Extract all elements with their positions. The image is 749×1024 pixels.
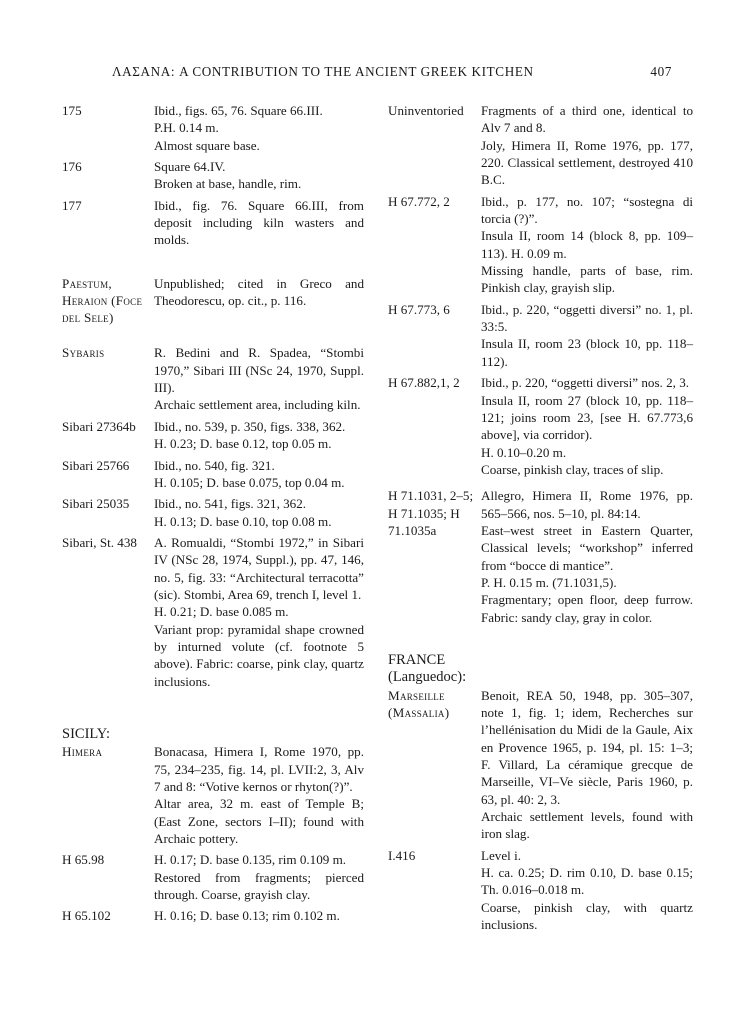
site-label: Paestum, Heraion (Foce del Sele) (62, 275, 143, 326)
left-column (62, 102, 364, 925)
entry-label: Uninventoried (388, 103, 464, 118)
entry-label: H 67.773, 6 (388, 301, 450, 317)
entry-line: R. Bedini and R. Spadea, “Stombi 1970,” Sibari III (NSc 24, 1970, Suppl. III). (154, 345, 364, 396)
entry-line: A. Romualdi, “Stombi 1972,” in Sibari IV (NSc 28, 1974, Suppl.), pp. 47, 146, no. 5, fig. 33: “Architectural terracotta” (sic). Stombi, Area 69, trench I, level 1. (154, 534, 364, 602)
entry-label: 177 (62, 197, 82, 213)
entry-line: H. 0.21; D. base 0.085 m. (154, 604, 289, 620)
entry-label: 175 (62, 103, 82, 118)
catalog-entry (62, 158, 364, 193)
region-heading-text: FRANCE (Languedoc): (388, 651, 467, 686)
catalog-entry (388, 847, 693, 934)
region-heading (388, 652, 693, 687)
entry-line: H. 0.13; D. base 0.10, top 0.08 m. (154, 513, 332, 529)
entry-line: Insula II, room 14 (block 8, pp. 109–113). H. 0.09 m. (481, 228, 693, 261)
entry-line: Ibid., p. 220, “oggetti diversi” nos. 2, 3. (481, 375, 690, 391)
entry-line: Benoit, REA 50, 1948, pp. 305–307, note 1, fig. 1; idem, Recherches sur l’hellénisation du Midi de la Gaule, Aix en Provence 1965, p. 194, pl. 15: 1–3; F. Villard, La céramique grecque de Marseille, VI–Ve siècle, Paris 1960, p. 63, pl. 40: 2, 3. (481, 687, 693, 807)
site-label: Himera (62, 744, 103, 760)
running-head-title: ΛΑΣΑΝΑ: A CONTRIBUTION TO THE ANCIENT GREEK KITCHEN (112, 64, 534, 79)
entry-label: Sibari 25035 (62, 496, 130, 512)
entry-line: H. 0.17; D. base 0.135, rim 0.109 m. (154, 852, 347, 868)
entry-line: Coarse, pinkish clay, traces of slip. (481, 461, 664, 477)
entry-label: Sibari 27364b (62, 418, 136, 434)
entry-line: Insula II, room 23 (block 10, pp. 118–112). (481, 336, 693, 369)
entry-line: Insula II, room 27 (block 10, pp. 118–121; joins room 23, [see H. 67.773,6 above], via corridor). (481, 392, 693, 443)
entry-line: Ibid., no. 541, figs. 321, 362. (154, 496, 307, 512)
entry-line: Ibid., p. 177, no. 107; “sostegna di torcia (?)”. (481, 193, 693, 227)
entry-label: Sibari 25766 (62, 457, 130, 473)
region-heading-text: SICILY: (62, 725, 110, 742)
catalog-entry (62, 457, 364, 492)
entry-line: Bonacasa, Himera I, Rome 1970, pp. 75, 234–235, fig. 14, pl. LVII:2, 3, Alv 7 and 8: “Votive kernos or rhyton(?)”. (154, 744, 364, 794)
entry-line: Joly, Himera II, Rome 1976, pp. 177, 220. Classical settlement, destroyed 410 B.C. (481, 137, 693, 188)
entry-line: Level i. (481, 847, 521, 863)
catalog-entry (388, 301, 693, 370)
catalog-entry (62, 344, 364, 413)
entry-line: Broken at base, handle, rim. (154, 176, 302, 192)
catalog-entry (62, 197, 364, 249)
entry-label: H 65.102 (62, 908, 111, 924)
entry-line: Ibid., no. 540, fig. 321. (154, 457, 275, 473)
entry-line: East–west street in Eastern Quarter, Classical levels; “workshop” inferred from “bocce di mantice”. (481, 522, 693, 573)
catalog-entry (62, 495, 364, 530)
entry-label: H 65.98 (62, 852, 105, 868)
entry-line: Altar area, 32 m. east of Temple B; (East Zone, sectors I–II); found with Archaic pottery. (154, 796, 364, 847)
entry-line: Missing handle, parts of base, rim. Pinkish clay, grayish slip. (481, 263, 693, 296)
entry-label: Sibari, St. 438 (62, 534, 137, 550)
entry-line: H. 0.10–0.20 m. (481, 444, 567, 460)
site-label: Sybaris (62, 345, 105, 361)
entry-line: Ibid., p. 220, “oggetti diversi” no. 1, pl. 33:5. (481, 301, 693, 335)
entry-label: H 71.1031, 2–5; H 71.1035; H 71.1035a (388, 488, 474, 538)
catalog-entry (388, 374, 693, 478)
entry-line: H. ca. 0.25; D. rim 0.10, D. base 0.15; Th. 0.016–0.018 m. (481, 865, 693, 898)
entry-line: P. H. 0.15 m. (71.1031,5). (481, 574, 617, 590)
catalog-entry (62, 534, 364, 690)
entry-label: 176 (62, 159, 82, 175)
catalog-entry (62, 418, 364, 453)
entry-line: Square 64.IV. (154, 159, 226, 175)
entry-line: Restored from fragments; pierced through. Coarse, grayish clay. (154, 869, 364, 903)
entry-line: Allegro, Himera II, Rome 1976, pp. 565–566, nos. 5–10, pl. 84:14. (481, 488, 693, 521)
entry-line: Fragmentary; open floor, deep furrow. Fabric: sandy clay, gray in color. (481, 592, 693, 625)
entry-line: Ibid., no. 539, p. 350, figs. 338, 362. (154, 418, 346, 434)
entry-line: P.H. 0.14 m. (154, 120, 219, 136)
entry-label: H 67.772, 2 (388, 193, 450, 209)
entry-line: H. 0.16; D. base 0.13; rim 0.102 m. (154, 908, 340, 924)
entry-line: Archaic settlement levels, found with iron slag. (481, 809, 693, 842)
catalog-entry (62, 907, 364, 924)
entry-label: I.416 (388, 847, 416, 863)
entry-line: Ibid., fig. 76. Square 66.III, from deposit including kiln wasters and molds. (154, 197, 364, 248)
right-column (388, 102, 693, 933)
entry-line: Fragments of a third one, identical to Alv 7 and 8. (481, 103, 693, 136)
page-number: 407 (650, 64, 672, 79)
entry-line: Ibid., figs. 65, 76. Square 66.III. (154, 103, 323, 118)
catalog-entry (388, 487, 693, 626)
entry-line: Variant prop: pyramidal shape crowned by inturned volute (cf. footnote 5 above). Fabric: coarse, pink clay, quartz inclusions. (154, 621, 364, 689)
region-heading (62, 725, 364, 743)
entry-line: Archaic settlement area, including kiln. (154, 397, 361, 413)
entry-line: Coarse, pinkish clay, with quartz inclusions. (481, 899, 693, 933)
entry-line: Almost square base. (154, 137, 260, 153)
site-label: Marseille (Massalia) (388, 687, 450, 720)
catalog-entry (388, 687, 693, 843)
entry-label: H 67.882,1, 2 (388, 375, 460, 391)
catalog-entry (388, 102, 693, 189)
catalog-entry (62, 743, 364, 847)
entry-line: H. 0.23; D. base 0.12, top 0.05 m. (154, 436, 332, 452)
catalog-entry (62, 102, 364, 154)
entry-line: Unpublished; cited in Greco and Theodorescu, op. cit., p. 116. (154, 275, 364, 309)
entry-line: H. 0.105; D. base 0.075, top 0.04 m. (154, 474, 345, 490)
catalog-entry (388, 193, 693, 297)
catalog-entry (62, 851, 364, 903)
catalog-entry (62, 275, 364, 326)
